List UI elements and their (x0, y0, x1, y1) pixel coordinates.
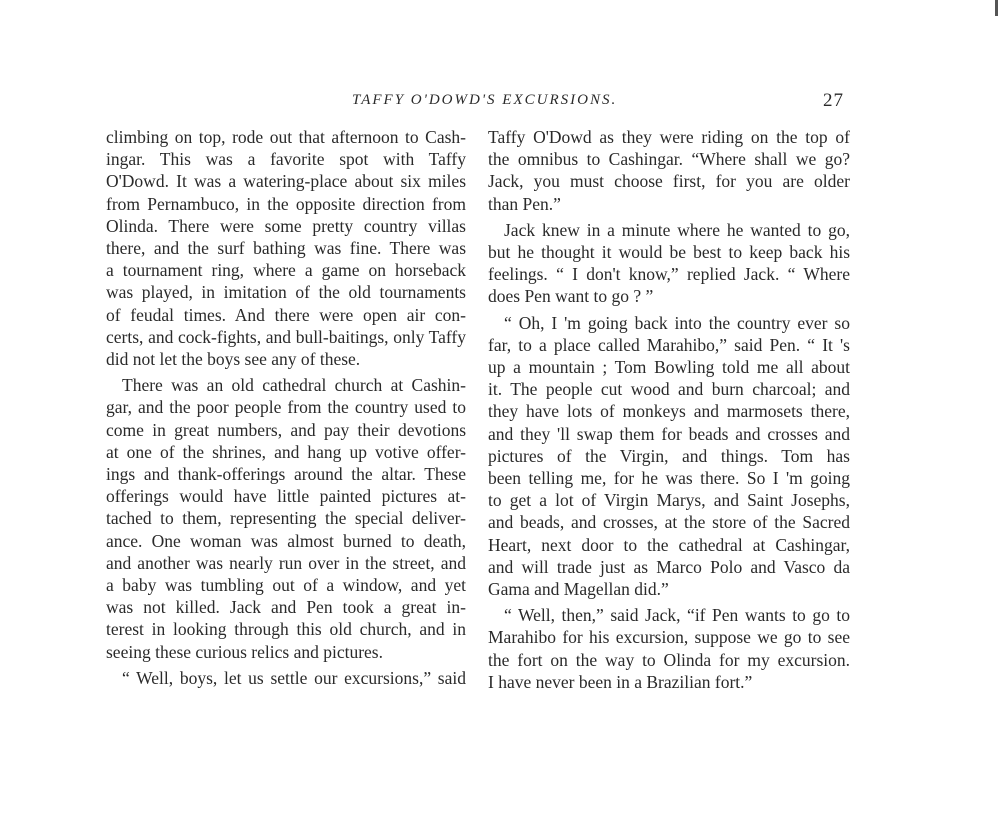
text-line: did not let the boys see any of these. (106, 349, 361, 370)
text-line: was not killed. Jack and Pen took a great in- (106, 597, 466, 618)
text-line: pictures of the Virgin, and things. Tom has (488, 445, 850, 466)
text-line: the fort on the way to Olinda for my excursion. (488, 649, 850, 670)
running-title: TAFFY O'DOWD'S EXCURSIONS. (352, 92, 618, 108)
text-line: come in great numbers, and pay their devotions (106, 419, 466, 440)
text-line: a tournament ring, where a game on horseback (106, 260, 466, 281)
text-line: Jack, you must choose first, for you are older (488, 171, 850, 192)
text-line: “ Well, then,” said Jack, “if Pen wants to go to (504, 605, 850, 626)
text-line: been telling me, for he was there. So I 'm going (488, 468, 850, 489)
text-line: O'Dowd. It was a watering-place about six miles (106, 171, 466, 192)
text-line: they have lots of monkeys and marmosets there, (488, 401, 850, 422)
text-line: offerings would have little painted pictures at- (106, 486, 466, 507)
text-line: “ Well, boys, let us settle our excursions,” said (122, 667, 466, 688)
text-line: a baby was tumbling out of a window, and yet (106, 575, 466, 596)
text-line: feelings. “ I don't know,” replied Jack. “ Where (488, 264, 850, 285)
text-line: and beads, and crosses, at the store of the Sacred (488, 512, 850, 533)
text-line: ance. One woman was almost burned to death, (106, 530, 466, 551)
text-line: Heart, next door to the cathedral at Cashingar, (488, 534, 850, 555)
text-line: and they 'll swap them for beads and crosses and (488, 423, 850, 444)
scan-edge-mark (995, 0, 998, 16)
running-head (0, 92, 1000, 116)
text-line: tached to them, representing the special deliver- (106, 508, 466, 529)
text-line: and will trade just as Marco Polo and Vasco da (488, 556, 850, 577)
text-line: seeing these curious relics and pictures. (106, 641, 383, 662)
text-line: I have never been in a Brazilian fort.” (488, 671, 753, 692)
text-line: it. The people cut wood and burn charcoal; and (488, 379, 850, 400)
text-line: at one of the shrines, and hang up votive offer- (106, 441, 466, 462)
text-line: Gama and Magellan did.” (488, 579, 669, 600)
text-line: and another was nearly run over in the street, and (106, 552, 466, 573)
text-line: does Pen want to go ? ” (488, 286, 654, 307)
text-line: Jack knew in a minute where he wanted to go, (504, 219, 850, 240)
text-line: than Pen.” (488, 193, 561, 214)
text-line: of feudal times. And there were open air con- (106, 304, 466, 325)
text-line: climbing on top, rode out that afternoon to Cash- (106, 127, 466, 147)
text-line: up a mountain ; Tom Bowling told me all about (488, 357, 850, 378)
text-line: the omnibus to Cashingar. “Where shall we go? (488, 149, 850, 170)
text-line: there, and the surf bathing was fine. There was (106, 238, 466, 259)
text-line: certs, and cock-fights, and bull-baitings, only Taffy (106, 326, 466, 347)
page-number: 27 (823, 90, 844, 111)
text-line: Olinda. There were some pretty country villas (106, 215, 466, 236)
text-line: ings and thank-offerings around the altar. These (106, 464, 466, 485)
text-line: Taffy O'Dowd as they were riding on the top of (488, 127, 850, 147)
left-text-column (106, 126, 466, 689)
text-line: Marahibo for his excursion, suppose we go to see (488, 627, 850, 648)
text-line: “ Oh, I 'm going back into the country ever so (504, 312, 850, 333)
right-text-column (488, 126, 850, 693)
text-line: far, to a place called Marahibo,” said Pen. “ It 's (488, 334, 850, 355)
text-line: was played, in imitation of the old tournaments (106, 282, 466, 303)
text-line: There was an old cathedral church at Cashin- (122, 375, 466, 396)
text-line: gar, and the poor people from the country used to (106, 397, 466, 418)
text-line: ingar. This was a favorite spot with Taffy (106, 149, 466, 170)
text-line: terest in looking through this old church, and in (106, 619, 466, 640)
text-line: but he thought it would be best to keep back his (488, 242, 850, 263)
text-line: to get a lot of Virgin Marys, and Saint Josephs, (488, 490, 850, 511)
text-line: from Pernambuco, in the opposite direction from (106, 193, 466, 214)
